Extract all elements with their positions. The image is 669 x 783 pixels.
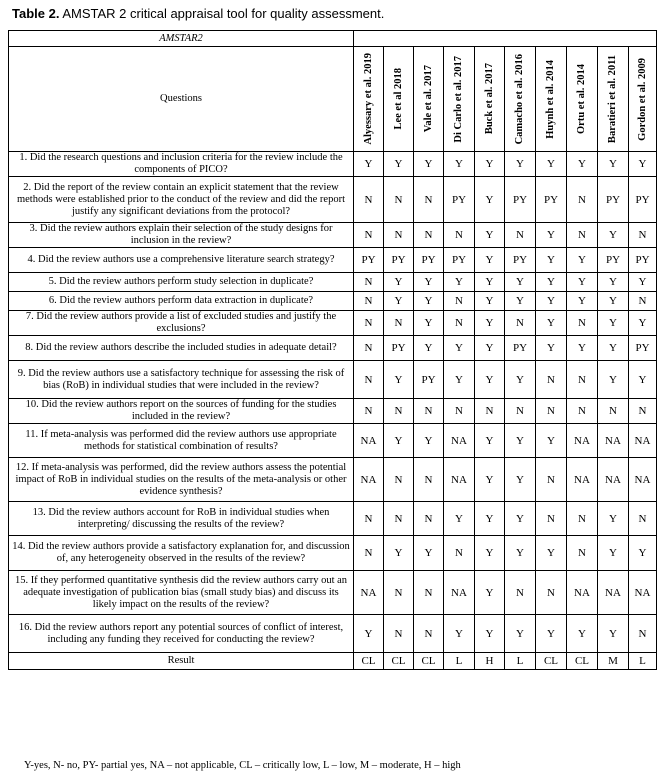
rating-cell: Y — [414, 273, 444, 292]
rating-cell: Y — [629, 152, 657, 177]
question-cell: 12. If meta-analysis was performed, did the review authors assess the potential impact of RoB in individual studies on the results of the meta-analysis or other evidence synthesis? — [9, 458, 354, 502]
rating-cell: Y — [567, 336, 598, 361]
rating-cell: N — [444, 223, 475, 248]
result-row — [9, 653, 657, 670]
rating-cell: Y — [567, 152, 598, 177]
rating-cell: NA — [444, 424, 475, 458]
rating-cell: N — [414, 571, 444, 615]
rating-cell: NA — [354, 571, 384, 615]
rating-cell: Y — [475, 336, 505, 361]
rating-cell: N — [354, 399, 384, 424]
question-cell: 15. If they performed quantitative synthesis did the review authors carry out an adequate investigation of publication bias (small study bias) and discuss its likely impact on the results of the review? — [9, 571, 354, 615]
question-cell: 9. Did the review authors use a satisfactory technique for assessing the risk of bias (RoB) in individual studies that were included in the review? — [9, 361, 354, 399]
study-name: Gordon et al. 2009 — [636, 57, 648, 141]
study-header — [567, 47, 598, 152]
table-row — [9, 615, 657, 653]
rating-cell: Y — [475, 536, 505, 571]
study-header — [444, 47, 475, 152]
rating-cell: N — [354, 311, 384, 336]
rating-cell: N — [354, 336, 384, 361]
rating-cell: N — [384, 615, 414, 653]
rating-cell: PY — [384, 336, 414, 361]
rating-cell: Y — [598, 615, 629, 653]
table-row — [9, 536, 657, 571]
table-row — [9, 311, 657, 336]
rating-cell: Y — [414, 424, 444, 458]
rating-cell: NA — [629, 424, 657, 458]
result-cell: CL — [384, 653, 414, 670]
table-title-blank — [354, 31, 657, 47]
rating-cell: Y — [598, 292, 629, 311]
table-row — [9, 248, 657, 273]
rating-cell: Y — [598, 273, 629, 292]
rating-cell: N — [384, 502, 414, 536]
rating-cell: Y — [598, 536, 629, 571]
rating-cell: NA — [354, 458, 384, 502]
question-cell: 2. Did the report of the review contain an explicit statement that the review methods were established prior to the conduct of the review and did the report justify any significant deviations from the protocol? — [9, 177, 354, 223]
rating-cell: Y — [444, 502, 475, 536]
result-label: Result — [9, 653, 354, 670]
table-row — [9, 458, 657, 502]
rating-cell: Y — [384, 152, 414, 177]
rating-cell: Y — [384, 424, 414, 458]
rating-cell: PY — [354, 248, 384, 273]
rating-cell: Y — [475, 177, 505, 223]
table-row — [9, 177, 657, 223]
rating-cell: Y — [567, 615, 598, 653]
rating-cell: Y — [567, 273, 598, 292]
question-cell: 16. Did the review authors report any potential sources of conflict of interest, including any funding they received for conducting the review? — [9, 615, 354, 653]
rating-cell: Y — [414, 336, 444, 361]
result-cell: L — [629, 653, 657, 670]
rating-cell: PY — [444, 248, 475, 273]
study-header — [354, 47, 384, 152]
rating-cell: PY — [629, 336, 657, 361]
rating-cell: Y — [475, 292, 505, 311]
study-name: Vale et al. 2017 — [422, 65, 434, 133]
rating-cell: N — [567, 361, 598, 399]
rating-cell: Y — [444, 361, 475, 399]
rating-cell: Y — [505, 502, 536, 536]
study-name: Camacho et al. 2016 — [514, 53, 525, 145]
rating-cell: N — [536, 458, 567, 502]
table-row — [9, 502, 657, 536]
rating-cell: Y — [536, 336, 567, 361]
rating-cell: N — [354, 292, 384, 311]
rating-cell: N — [536, 571, 567, 615]
rating-cell: Y — [629, 311, 657, 336]
rating-cell: Y — [536, 536, 567, 571]
rating-cell: Y — [505, 273, 536, 292]
rating-cell: N — [629, 292, 657, 311]
rating-cell: Y — [536, 292, 567, 311]
rating-cell: PY — [536, 177, 567, 223]
rating-cell: N — [567, 502, 598, 536]
rating-cell: Y — [598, 502, 629, 536]
result-cell: M — [598, 653, 629, 670]
study-name: Buck et al. 2017 — [483, 63, 495, 135]
question-cell: 13. Did the review authors account for RoB in individual studies when interpreting/ discussing the results of the review? — [9, 502, 354, 536]
study-header — [475, 47, 505, 152]
table-legend: Y-yes, N- no, PY- partial yes, NA – not applicable, CL – critically low, L – low, M – moderate, H – high — [24, 760, 461, 771]
rating-cell: NA — [567, 571, 598, 615]
result-cell: CL — [414, 653, 444, 670]
rating-cell: Y — [475, 223, 505, 248]
rating-cell: Y — [475, 424, 505, 458]
question-cell: 14. Did the review authors provide a satisfactory explanation for, and discussion of, any heterogeneity observed in the results of the review? — [9, 536, 354, 571]
rating-cell: N — [505, 311, 536, 336]
rating-cell: Y — [536, 311, 567, 336]
result-cell: L — [444, 653, 475, 670]
rating-cell: N — [414, 399, 444, 424]
rating-cell: Y — [536, 223, 567, 248]
rating-cell: N — [444, 292, 475, 311]
study-header — [384, 47, 414, 152]
rating-cell: Y — [536, 424, 567, 458]
question-cell: 1. Did the research questions and inclusion criteria for the review include the components of PICO? — [9, 152, 354, 177]
rating-cell: N — [354, 502, 384, 536]
rating-cell: Y — [475, 361, 505, 399]
rating-cell: PY — [629, 248, 657, 273]
study-header — [536, 47, 567, 152]
rating-cell: N — [444, 399, 475, 424]
rating-cell: NA — [354, 424, 384, 458]
rating-cell: N — [354, 273, 384, 292]
question-cell: 11. If meta-analysis was performed did the review authors use appropriate methods for statistical combination of results? — [9, 424, 354, 458]
table-row — [9, 399, 657, 424]
rating-cell: Y — [414, 311, 444, 336]
rating-cell: Y — [444, 152, 475, 177]
rating-cell: Y — [598, 311, 629, 336]
rating-cell: N — [567, 223, 598, 248]
rating-cell: N — [505, 571, 536, 615]
study-name: Ortu et al. 2014 — [576, 64, 587, 134]
question-cell: 4. Did the review authors use a comprehensive literature search strategy? — [9, 248, 354, 273]
rating-cell: N — [536, 502, 567, 536]
result-cell: CL — [536, 653, 567, 670]
rating-cell: Y — [414, 152, 444, 177]
rating-cell: PY — [629, 177, 657, 223]
study-name: Di Carlo et al. 2017 — [453, 55, 464, 143]
rating-cell: Y — [475, 571, 505, 615]
rating-cell: N — [475, 399, 505, 424]
rating-cell: Y — [384, 292, 414, 311]
study-name: Huynh et al. 2014 — [545, 59, 556, 139]
table-title: AMSTAR2 — [9, 31, 354, 47]
rating-cell: NA — [567, 424, 598, 458]
rating-cell: N — [567, 177, 598, 223]
rating-cell: N — [414, 615, 444, 653]
question-cell: 7. Did the review authors provide a list of excluded studies and justify the exclusions? — [9, 311, 354, 336]
rating-cell: N — [567, 399, 598, 424]
rating-cell: Y — [536, 615, 567, 653]
table-row — [9, 273, 657, 292]
amstar-table — [8, 30, 657, 670]
rating-cell: N — [384, 177, 414, 223]
rating-cell: N — [629, 223, 657, 248]
rating-cell: Y — [567, 292, 598, 311]
rating-cell: N — [567, 311, 598, 336]
rating-cell: Y — [505, 292, 536, 311]
table-caption — [12, 6, 384, 21]
rating-cell: NA — [598, 571, 629, 615]
rating-cell: N — [444, 536, 475, 571]
table-row — [9, 571, 657, 615]
rating-cell: Y — [475, 615, 505, 653]
study-name: Baratieri et al. 2011 — [607, 54, 618, 144]
rating-cell: Y — [505, 615, 536, 653]
rating-cell: Y — [475, 311, 505, 336]
rating-cell: Y — [598, 223, 629, 248]
table-row — [9, 152, 657, 177]
rating-cell: N — [384, 399, 414, 424]
rating-cell: N — [354, 177, 384, 223]
rating-cell: Y — [567, 248, 598, 273]
question-cell: 3. Did the review authors explain their selection of the study designs for inclusion in the review? — [9, 223, 354, 248]
rating-cell: NA — [444, 458, 475, 502]
rating-cell: PY — [598, 177, 629, 223]
rating-cell: Y — [475, 502, 505, 536]
rating-cell: Y — [598, 152, 629, 177]
rating-cell: PY — [505, 248, 536, 273]
rating-cell: N — [505, 399, 536, 424]
table-row — [9, 361, 657, 399]
rating-cell: Y — [354, 152, 384, 177]
rating-cell: Y — [444, 615, 475, 653]
question-cell: 10. Did the review authors report on the sources of funding for the studies included in the review? — [9, 399, 354, 424]
table-row — [9, 223, 657, 248]
rating-cell: PY — [414, 248, 444, 273]
rating-cell: Y — [536, 248, 567, 273]
rating-cell: Y — [475, 152, 505, 177]
rating-cell: Y — [505, 152, 536, 177]
rating-cell: N — [384, 311, 414, 336]
rating-cell: Y — [598, 336, 629, 361]
rating-cell: N — [536, 361, 567, 399]
rating-cell: Y — [414, 292, 444, 311]
rating-cell: Y — [536, 152, 567, 177]
question-cell: 6. Did the review authors perform data extraction in duplicate? — [9, 292, 354, 311]
rating-cell: NA — [444, 571, 475, 615]
rating-cell: Y — [505, 536, 536, 571]
rating-cell: N — [354, 223, 384, 248]
study-header — [598, 47, 629, 152]
question-cell: 8. Did the review authors describe the included studies in adequate detail? — [9, 336, 354, 361]
rating-cell: Y — [629, 536, 657, 571]
rating-cell: Y — [505, 458, 536, 502]
rating-cell: N — [414, 223, 444, 248]
rating-cell: N — [567, 536, 598, 571]
rating-cell: N — [629, 615, 657, 653]
study-header — [629, 47, 657, 152]
rating-cell: Y — [354, 615, 384, 653]
result-cell: L — [505, 653, 536, 670]
questions-header: Questions — [9, 47, 354, 152]
result-cell: CL — [354, 653, 384, 670]
rating-cell: Y — [384, 273, 414, 292]
rating-cell: PY — [384, 248, 414, 273]
rating-cell: PY — [444, 177, 475, 223]
rating-cell: Y — [414, 536, 444, 571]
rating-cell: N — [384, 223, 414, 248]
caption-text: AMSTAR 2 critical appraisal tool for quality assessment. — [59, 6, 385, 21]
rating-cell: Y — [505, 424, 536, 458]
rating-cell: N — [505, 223, 536, 248]
rating-cell: Y — [475, 248, 505, 273]
rating-cell: NA — [567, 458, 598, 502]
rating-cell: Y — [475, 458, 505, 502]
rating-cell: N — [384, 458, 414, 502]
rating-cell: Y — [536, 273, 567, 292]
study-name: Lee et al 2018 — [392, 68, 404, 130]
rating-cell: NA — [598, 458, 629, 502]
rating-cell: N — [536, 399, 567, 424]
rating-cell: Y — [475, 273, 505, 292]
rating-cell: Y — [505, 361, 536, 399]
rating-cell: N — [414, 458, 444, 502]
caption-label: Table 2. — [12, 6, 60, 21]
table-row — [9, 424, 657, 458]
rating-cell: Y — [629, 361, 657, 399]
rating-cell: PY — [505, 336, 536, 361]
study-name: Alyessary et al. 2019 — [362, 53, 374, 145]
rating-cell: N — [354, 536, 384, 571]
rating-cell: Y — [384, 536, 414, 571]
question-cell: 5. Did the review authors perform study selection in duplicate? — [9, 273, 354, 292]
rating-cell: N — [629, 502, 657, 536]
study-header — [505, 47, 536, 152]
result-cell: CL — [567, 653, 598, 670]
rating-cell: Y — [598, 361, 629, 399]
rating-cell: NA — [598, 424, 629, 458]
result-cell: H — [475, 653, 505, 670]
rating-cell: NA — [629, 458, 657, 502]
rating-cell: N — [384, 571, 414, 615]
study-header — [414, 47, 444, 152]
rating-cell: N — [414, 502, 444, 536]
rating-cell: PY — [505, 177, 536, 223]
rating-cell: N — [354, 361, 384, 399]
rating-cell: N — [598, 399, 629, 424]
table-row — [9, 336, 657, 361]
rating-cell: Y — [629, 273, 657, 292]
rating-cell: N — [444, 311, 475, 336]
rating-cell: N — [629, 399, 657, 424]
rating-cell: PY — [598, 248, 629, 273]
rating-cell: NA — [629, 571, 657, 615]
rating-cell: N — [414, 177, 444, 223]
rating-cell: Y — [444, 336, 475, 361]
rating-cell: PY — [414, 361, 444, 399]
table-row — [9, 292, 657, 311]
rating-cell: Y — [384, 361, 414, 399]
rating-cell: Y — [444, 273, 475, 292]
